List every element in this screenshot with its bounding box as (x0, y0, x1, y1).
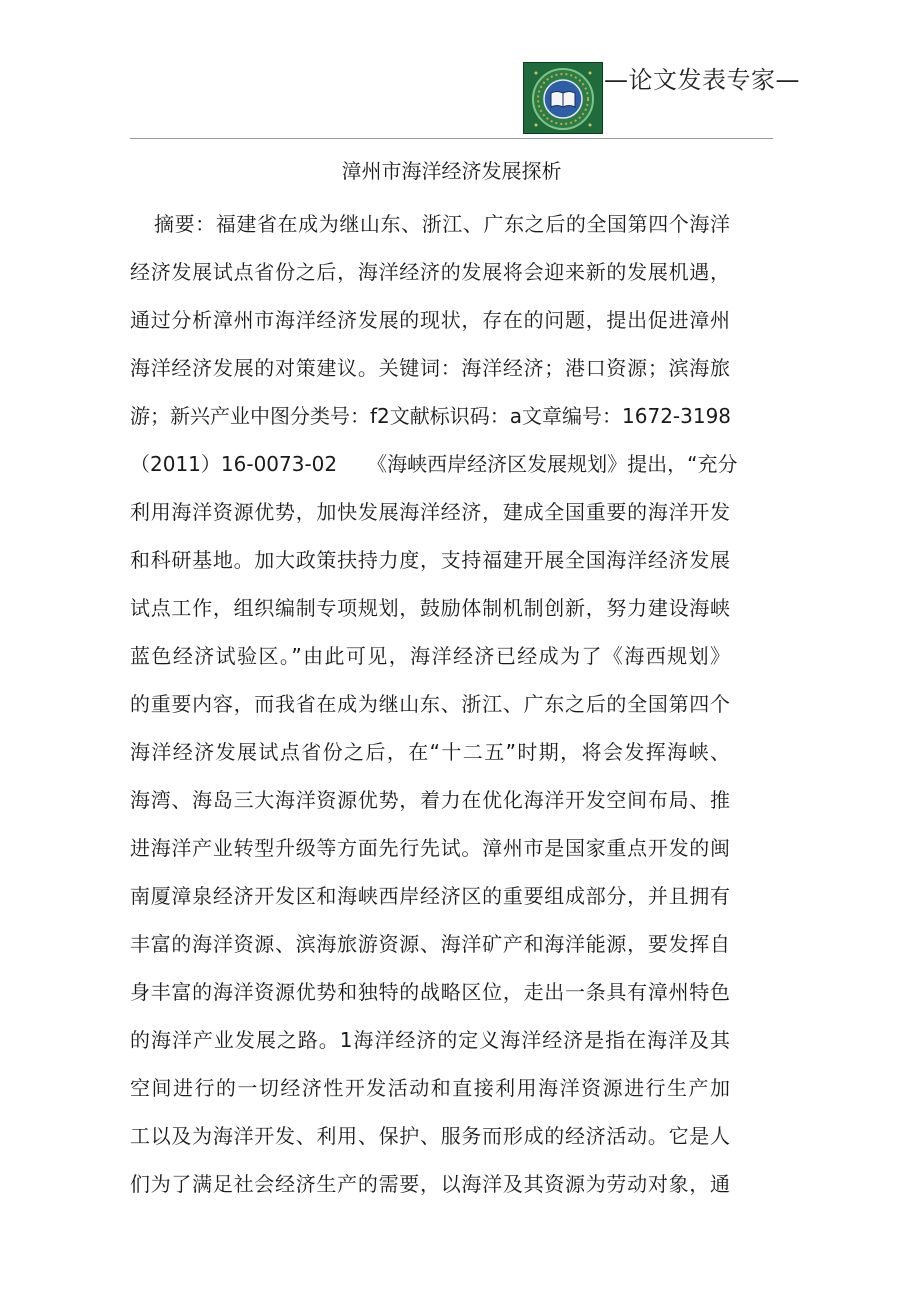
body-line: 进海洋产业转型升级等方面先行先试。漳州市是国家重点开发的闽 (130, 836, 730, 860)
body-line: 摘要：福建省在成为继山东、浙江、广东之后的全国第四个海洋 (154, 212, 730, 236)
body-line: （2011）16-0073-02 《海峡西岸经济区发展规划》提出，“充分 (130, 452, 738, 476)
body-line: 和科研基地。加大政策扶持力度，支持福建开展全国海洋经济发展 (130, 548, 730, 572)
body-line: 丰富的海洋资源、滨海旅游资源、海洋矿产和海洋能源，要发挥自 (130, 932, 730, 956)
body-line: 空间进行的一切经济性开发活动和直接利用海洋资源进行生产加 (130, 1076, 730, 1100)
body-line: 游；新兴产业中图分类号：f2文献标识码：a文章编号：1672-3198 (130, 404, 732, 428)
body-line: 经济发展试点省份之后，海洋经济的发展将会迎来新的发展机遇， (130, 260, 730, 284)
body-line: 海洋经济发展试点省份之后，在“十二五”时期，将会发挥海峡、 (130, 740, 730, 764)
body-line: 海湾、海岛三大海洋资源优势，着力在优化海洋开发空间布局、推 (130, 788, 730, 812)
body-line: 试点工作，组织编制专项规划，鼓励体制机制创新，努力建设海峡 (130, 596, 730, 620)
body-line: 身丰富的海洋资源优势和独特的战略区位，走出一条具有漳州特色 (130, 980, 730, 1004)
page-header (0, 0, 920, 140)
body-line: 通过分析漳州市海洋经济发展的现状，存在的问题，提出促进漳州 (130, 308, 730, 332)
book-emblem-icon (523, 62, 603, 134)
body-line: 工以及为海洋开发、利用、保护、服务而形成的经济活动。它是人 (130, 1124, 730, 1148)
document-body (130, 200, 738, 1208)
header-divider (130, 138, 773, 139)
header-tagline: —论文发表专家— (604, 66, 800, 94)
body-line: 蓝色经济试验区。”由此可见，海洋经济已经成为了《海西规划》 (130, 644, 730, 668)
body-line: 利用海洋资源优势，加快发展海洋经济，建成全国重要的海洋开发 (130, 500, 730, 524)
body-line: 们为了满足社会经济生产的需要，以海洋及其资源为劳动对象，通 (130, 1172, 730, 1196)
body-line: 海洋经济发展的对策建议。关键词：海洋经济；港口资源；滨海旅 (130, 356, 730, 380)
body-line: 南厦漳泉经济开发区和海峡西岸经济区的重要组成部分，并且拥有 (130, 884, 730, 908)
document-title: 漳州市海洋经济发展探析 (341, 159, 562, 183)
body-line: 的重要内容，而我省在成为继山东、浙江、广东之后的全国第四个 (130, 692, 730, 716)
body-line: 的海洋产业发展之路。1海洋经济的定义海洋经济是指在海洋及其 (130, 1028, 730, 1052)
